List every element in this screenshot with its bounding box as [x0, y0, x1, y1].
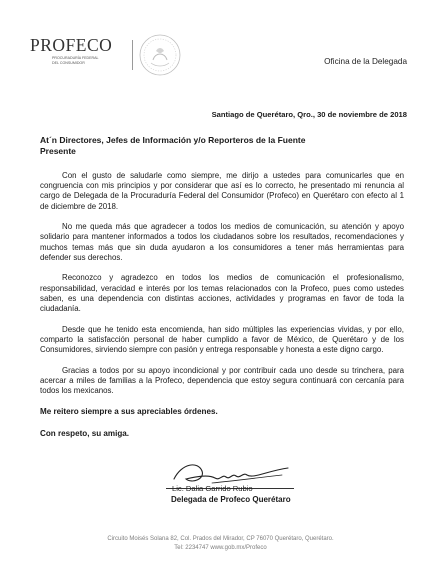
paragraph: Desde que he tenido esta encomienda, han sido múltiples las experiencias vividas, y por ello, comparto la satisfacción personal de haber cumplido a favor de México, de Querétaro y de los Consumidores, sirviendo siempre con pasión y entrega responsable y honesta a este digno cargo. — [40, 324, 404, 355]
paragraph: No me queda más que agradecer a todos los medios de comunicación, su atención y apoyo solidario para mantener informados a todos los ciudadanos sobre los resultados, recomendaciones y muchos temas más que sin duda ayudaron a los consumidores a tener más herramientas para defender sus derechos. — [40, 222, 404, 262]
letter-date: Santiago de Querétaro, Qro., 30 de noviembre de 2018 — [211, 110, 407, 119]
footer-address: Circuito Moisés Solana 82, Col. Prados del Mirador, CP 76070 Querétaro, Querétaro. — [107, 536, 334, 542]
closing-salutation: Con respeto, su amiga. — [40, 428, 130, 438]
footer-contact — [0, 544, 441, 553]
paragraph: Con el gusto de saludarle como siempre, me dirijo a ustedes para comunicarles que en congruencia con mis principios y por considerar que así es lo correcto, he presentado mi renuncia al cargo de Delegada de la Procuraduría Federal del Consumidor (Profeco) en Querétaro con efecto al 1 de diciembre de 2018. — [40, 171, 404, 211]
addressee-line: At´n Directores, Jefes de Información y/o Reporteros de la Fuente — [40, 135, 306, 145]
closing-regards: Me reitero siempre a sus apreciables órdenes. — [40, 406, 218, 416]
logo-wordmark: PROFECO — [30, 35, 113, 55]
footer-website: www.gob.mx/Profeco — [210, 544, 267, 551]
signer-title: Delegada de Profeco Querétaro — [171, 495, 291, 504]
office-label: Oficina de la Delegada — [324, 57, 407, 66]
addressee-present: Presente — [40, 145, 76, 156]
header-divider — [132, 40, 133, 70]
national-seal-icon — [137, 32, 183, 78]
footer-phone: Tel: 2234747 — [174, 544, 209, 551]
profeco-logo — [30, 36, 145, 65]
paragraph: Reconozco y agradezco en todos los medios de comunicación el profesionalismo, responsabilidad, veracidad e interés por los temas relacionados con la Profeco, pues como ustedes saben, es una dependencia con distintas acciones, actividades y programas en favor de toda la ciudadanía. — [40, 273, 404, 314]
paragraph: Gracias a todos por su apoyo incondicional y por contribuir cada uno desde su trinchera, para acercar a miles de familias a la Profeco, dependencia que estoy segura continuará con cercanía para todos los mexicanos. — [40, 365, 404, 396]
logo-subtitle: PROCURADURÍA FEDERAL DEL CONSUMIDOR — [52, 56, 99, 65]
letter-body — [40, 171, 404, 451]
footer — [0, 535, 441, 552]
addressee — [40, 135, 410, 156]
signer-name: Lic. Dalia Garrido Rubio — [172, 484, 253, 493]
